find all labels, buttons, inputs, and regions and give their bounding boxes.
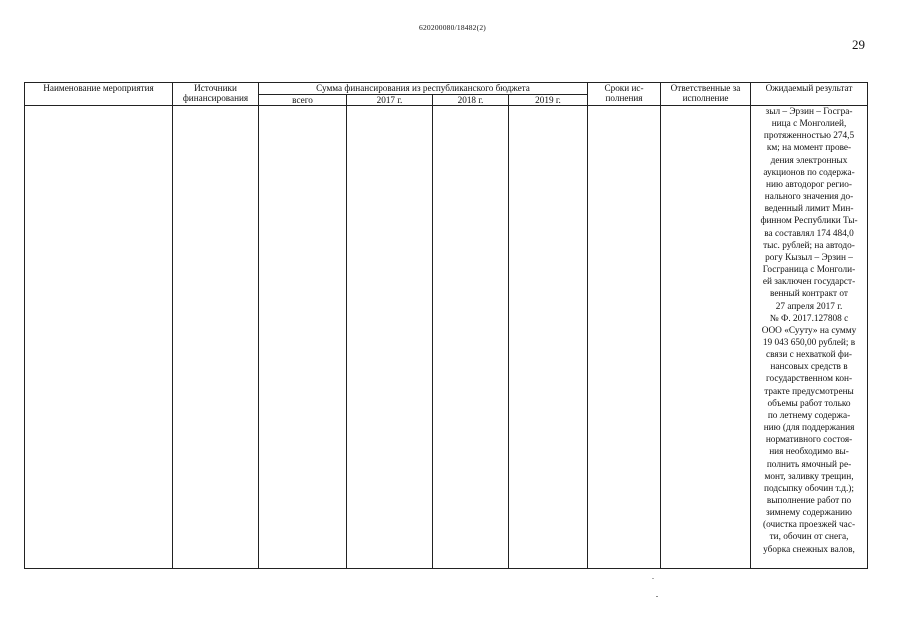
result-line: Госграница с Монголи- bbox=[762, 265, 856, 276]
result-line: 27 апреля 2017 г. bbox=[775, 301, 843, 312]
header-result: Ожидаемый результат bbox=[751, 83, 868, 106]
scan-speck bbox=[652, 578, 654, 579]
result-line: государственном кон- bbox=[765, 374, 853, 385]
result-line: ООО «Сууту» на сумму bbox=[761, 325, 857, 336]
result-line: (очистка проезжей час- bbox=[762, 520, 856, 531]
header-sources: Источники финансирования bbox=[173, 83, 259, 106]
result-line: рогу Кызыл – Эрзин – bbox=[765, 252, 853, 263]
result-line: объемы работ только bbox=[767, 398, 851, 409]
header-deadlines: Сроки ис- полнения bbox=[588, 83, 661, 106]
result-line: км; на момент прове- bbox=[766, 143, 852, 154]
header-2018: 2018 г. bbox=[433, 95, 509, 106]
result-line: 19 043 650,00 рублей; в bbox=[762, 337, 856, 348]
result-line: выполнение работ по bbox=[766, 496, 852, 506]
result-line: нального значения до- bbox=[764, 192, 854, 203]
result-line: венный контракт от bbox=[770, 289, 848, 300]
result-line: полнить ямочный ре- bbox=[766, 459, 852, 470]
result-line: ти, обочин от снега, bbox=[769, 532, 849, 543]
result-line: тыс. рублей; на автодо- bbox=[763, 240, 855, 251]
result-line: ва составлял 174 484,0 bbox=[764, 228, 854, 239]
cell-event-name bbox=[25, 106, 173, 569]
cell-2019 bbox=[509, 106, 588, 569]
result-line: нию (для поддержания bbox=[763, 423, 855, 434]
result-line: ница с Монголией, bbox=[771, 119, 847, 130]
result-line: веденный лимит Мин- bbox=[764, 204, 854, 215]
header-2019: 2019 г. bbox=[509, 95, 588, 106]
result-line: ей заключен государст- bbox=[762, 277, 856, 288]
result-line: зыл – Эрзин – Госгра- bbox=[765, 107, 853, 117]
result-line: по летнему содержа- bbox=[767, 410, 851, 421]
header-total: всего bbox=[259, 95, 347, 106]
result-line: связи с нехваткой фи- bbox=[766, 350, 853, 361]
result-text bbox=[751, 106, 867, 556]
result-line: уборка снежных валов, bbox=[763, 544, 855, 555]
header-responsible: Ответственные за исполнение bbox=[661, 83, 751, 106]
result-line: дения электронных bbox=[770, 155, 848, 166]
table-row bbox=[25, 106, 868, 569]
cell-2017 bbox=[347, 106, 433, 569]
result-line: нию автодорог регио- bbox=[766, 179, 852, 190]
header-funding-group: Сумма финансирования из республиканского бюджета bbox=[259, 83, 588, 95]
result-line: финном Республики Ты- bbox=[760, 216, 858, 227]
cell-responsible bbox=[661, 106, 751, 569]
result-line: монт, заливку трещин, bbox=[764, 471, 854, 482]
header-2017: 2017 г. bbox=[347, 95, 433, 106]
result-line: нансовых средств в bbox=[770, 362, 848, 373]
cell-2018 bbox=[433, 106, 509, 569]
result-line: нормативного состоя- bbox=[765, 435, 853, 446]
cell-total bbox=[259, 106, 347, 569]
result-line: зимнему содержанию bbox=[766, 508, 852, 519]
result-line: тракте предусмотрены bbox=[764, 386, 854, 397]
funding-table bbox=[24, 82, 868, 569]
result-line: аукционов по содержа- bbox=[763, 167, 855, 178]
header-event-name: Наименование мероприятия bbox=[25, 83, 173, 106]
cell-expected-result bbox=[751, 106, 868, 569]
cell-deadlines bbox=[588, 106, 661, 569]
result-line: протяженностью 274,5 bbox=[763, 131, 855, 142]
page-number: 29 bbox=[852, 37, 865, 52]
result-line: ния необходимо вы- bbox=[769, 447, 849, 458]
scan-speck bbox=[656, 596, 658, 597]
cell-sources bbox=[173, 106, 259, 569]
result-line: подсыпку обочин т.д.); bbox=[764, 483, 854, 494]
document-id: 620200080/18482(2) bbox=[419, 23, 486, 32]
result-line: № Ф. 2017.127808 с bbox=[769, 313, 849, 324]
